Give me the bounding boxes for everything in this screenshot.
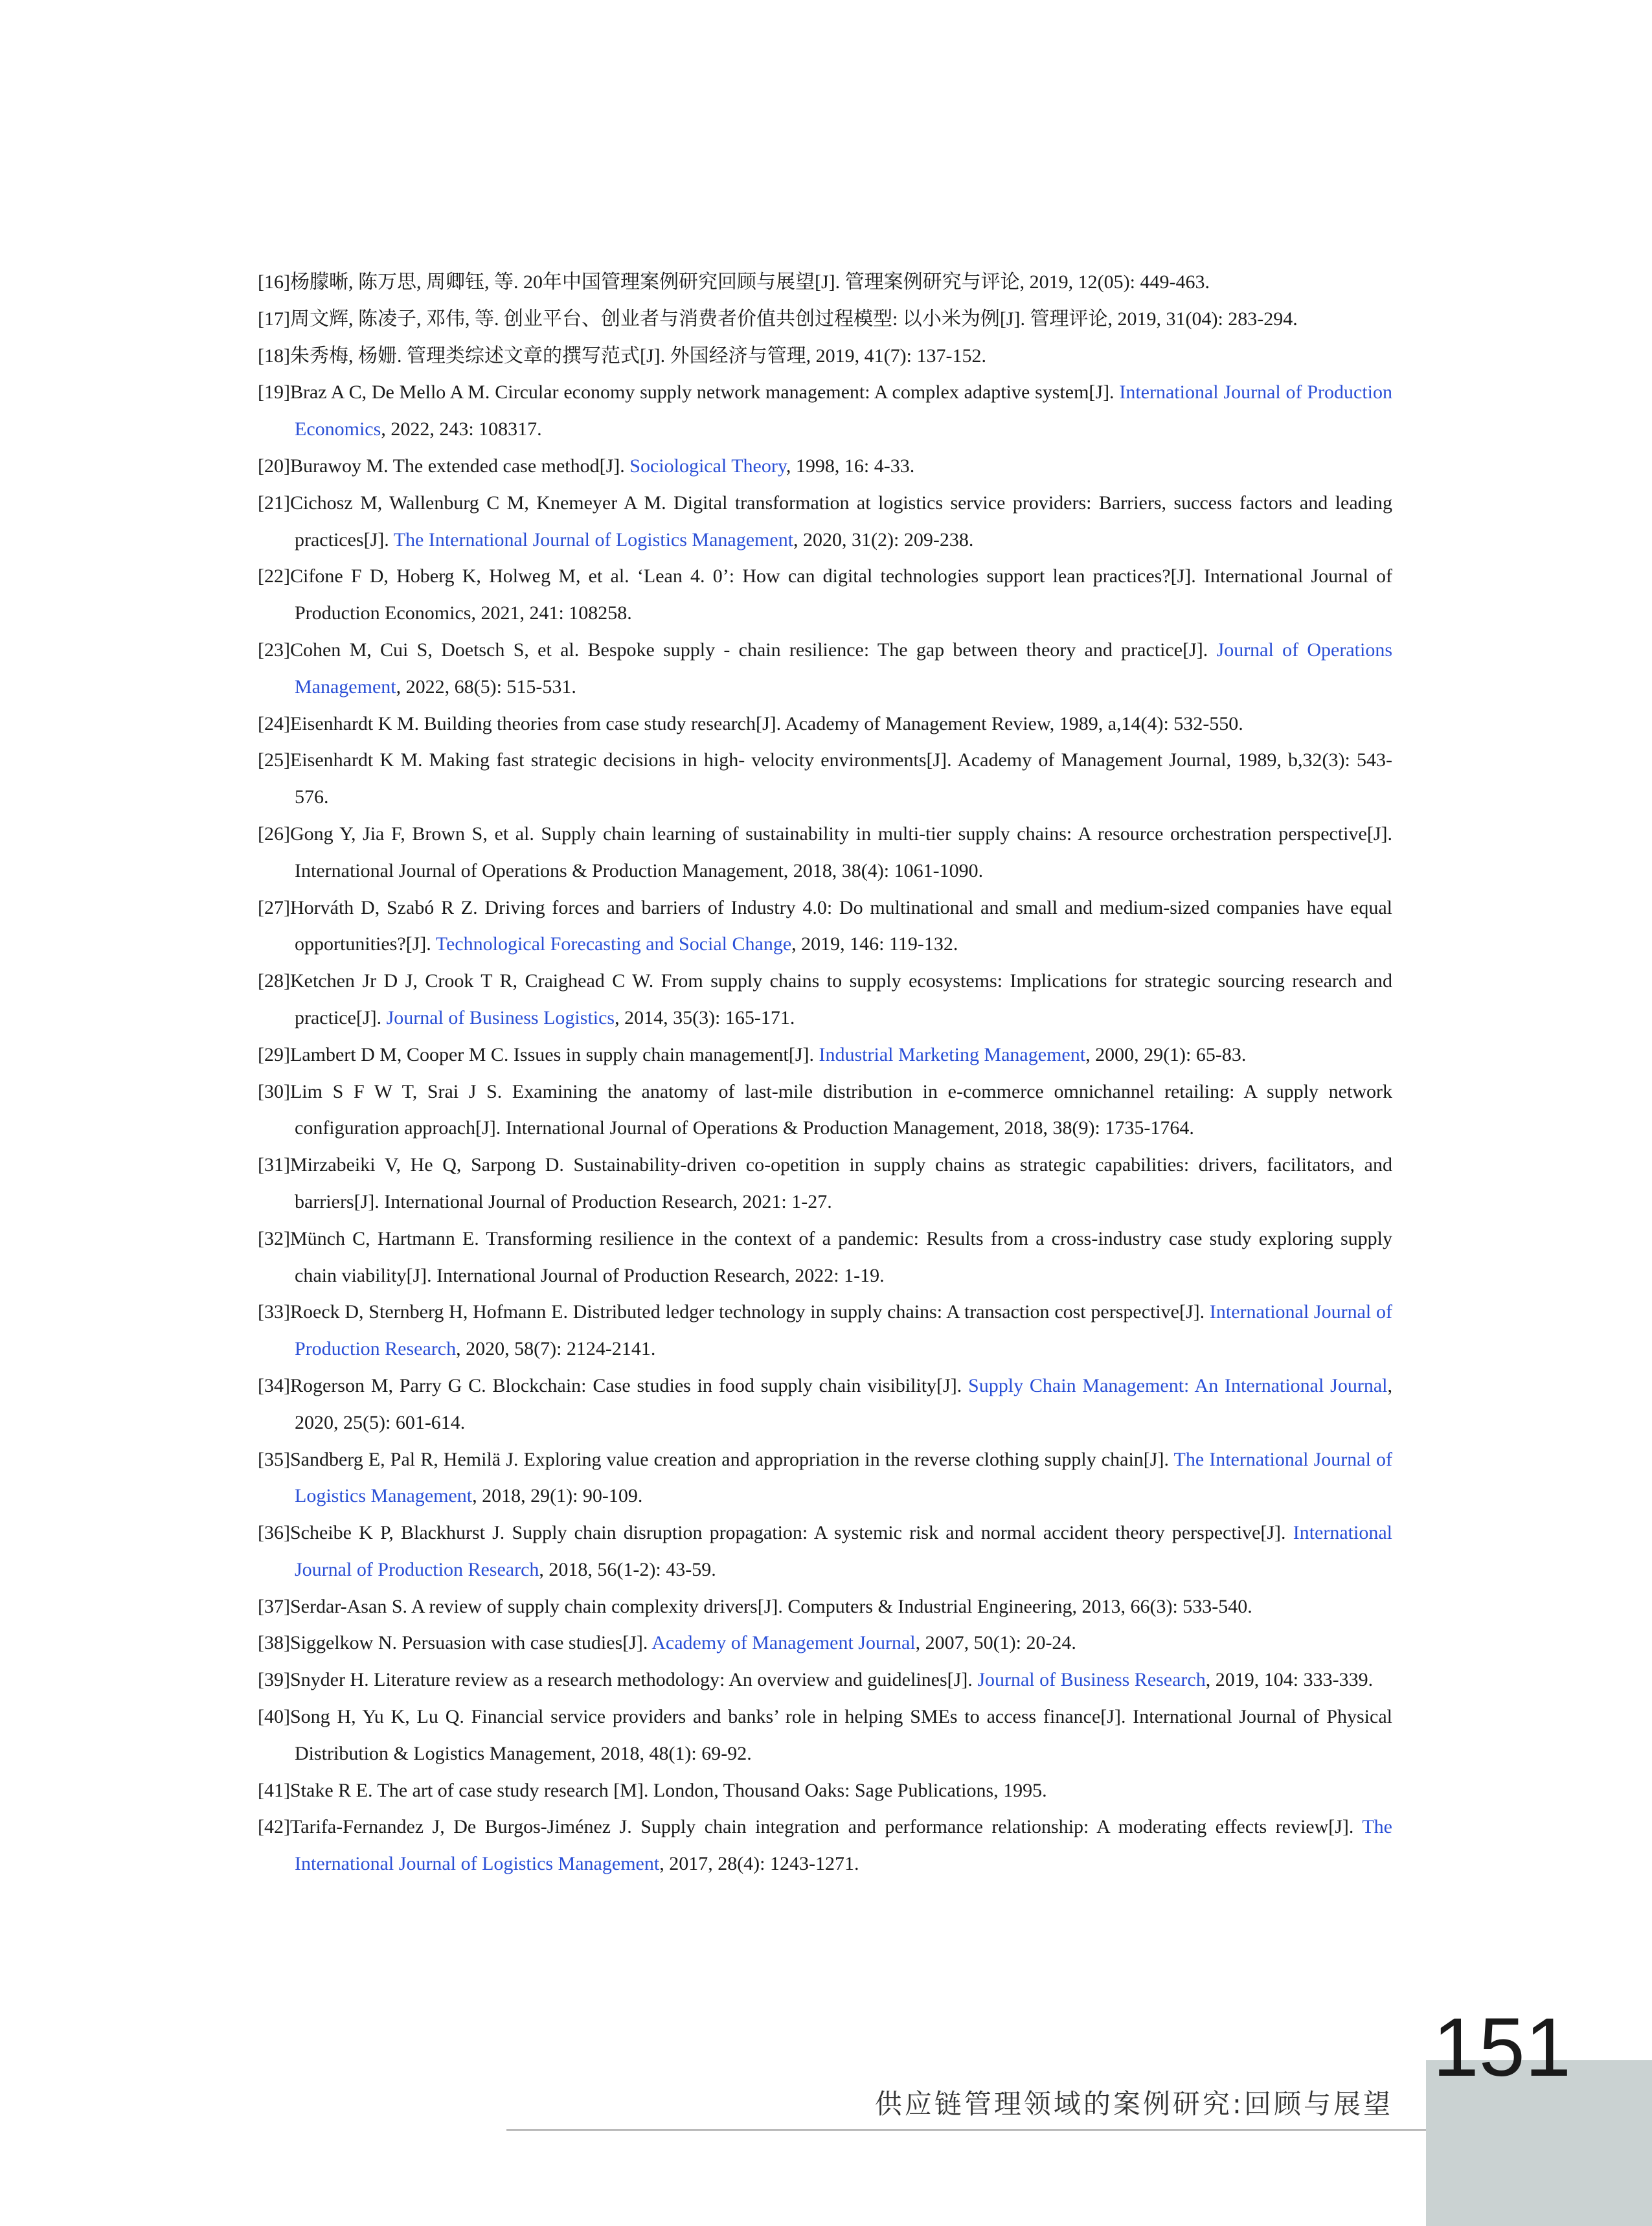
reference-text: [31]Mirzabeiki V, He Q, Sarpong D. Sustainability-driven co-opetition in supply chains as strategic capabilities: drivers, facilitators, and barriers[J]. International Journal of Production Research, 2021: 1-27.: [258, 1154, 1392, 1212]
reference-entry: [258, 1147, 1392, 1221]
reference-text: [32]Münch C, Hartmann E. Transforming resilience in the context of a pandemic: Results from a cross-industry case study exploring supply chain viability[J]. International Journal of Production Research, 2022: 1-19.: [258, 1227, 1392, 1286]
reference-text-tail: , 2018, 56(1-2): 43-59.: [539, 1558, 716, 1580]
journal-link[interactable]: Journal of Operations Management: [295, 639, 1393, 698]
reference-entry: [258, 890, 1392, 964]
reference-text: [18]朱秀梅, 杨姗. 管理类综述文章的撰写范式[J]. 外国经济与管理, 2019, 41(7): 137-152.: [258, 345, 986, 367]
journal-link[interactable]: The International Journal of Logistics Management: [295, 1448, 1392, 1507]
reference-entry: [258, 338, 1392, 375]
journal-link[interactable]: International Journal of Production Research: [295, 1522, 1392, 1580]
reference-text-tail: , 2022, 68(5): 515-531.: [396, 676, 576, 698]
reference-entry: [258, 1442, 1392, 1516]
reference-entry: [258, 1662, 1392, 1699]
reference-entry: [258, 963, 1392, 1037]
journal-link[interactable]: Supply Chain Management: An International Journal: [968, 1374, 1388, 1396]
journal-link[interactable]: International Journal of Production Research: [295, 1301, 1392, 1360]
reference-text: [19]Braz A C, De Mello A M. Circular economy supply network management: A complex adaptive system[J].: [258, 381, 1120, 403]
reference-text: [26]Gong Y, Jia F, Brown S, et al. Supply chain learning of sustainability in multi-tier supply chains: A resource orchestration perspective[J]. International Journal of Operations & Production Management, 2018, 38(4): 1061-1090.: [258, 823, 1392, 881]
reference-text-tail: , 2007, 50(1): 20-24.: [915, 1632, 1076, 1654]
reference-text-tail: , 2017, 28(4): 1243-1271.: [659, 1853, 859, 1875]
reference-text: [23]Cohen M, Cui S, Doetsch S, et al. Bespoke supply - chain resilience: The gap between theory and practice[J].: [258, 639, 1217, 661]
journal-link[interactable]: Academy of Management Journal: [651, 1632, 916, 1654]
reference-text: [20]Burawoy M. The extended case method[J].: [258, 455, 630, 477]
reference-entry: [258, 632, 1392, 706]
reference-text: [17]周文辉, 陈凌子, 邓伟, 等. 创业平台、创业者与消费者价值共创过程模型: 以小米为例[J]. 管理评论, 2019, 31(04): 283-294.: [258, 308, 1298, 330]
journal-link[interactable]: Journal of Business Logistics: [386, 1006, 615, 1028]
reference-text: [16]杨朦晰, 陈万思, 周卿钰, 等. 20年中国管理案例研究回顾与展望[J]. 管理案例研究与评论, 2019, 12(05): 449-463.: [258, 271, 1210, 293]
reference-text: [24]Eisenhardt K M. Building theories from case study research[J]. Academy of Management Review, 1989, a,14(4): 532-550.: [258, 712, 1243, 734]
reference-entry: [258, 1037, 1392, 1074]
footer-divider: [506, 2129, 1426, 2131]
reference-text: [38]Siggelkow N. Persuasion with case studies[J].: [258, 1632, 652, 1654]
reference-text-tail: , 2000, 29(1): 65-83.: [1085, 1043, 1247, 1065]
reference-entry: [258, 1809, 1392, 1883]
reference-text-tail: , 2019, 104: 333-339.: [1205, 1669, 1374, 1691]
reference-entry: [258, 1699, 1392, 1773]
reference-text: [21]Cichosz M, Wallenburg C M, Knemeyer A M. Digital transformation at logistics service providers: Barriers, success factors and leading practices[J].: [258, 492, 1392, 551]
journal-link[interactable]: Industrial Marketing Management: [819, 1043, 1086, 1065]
reference-entry: [258, 706, 1392, 743]
reference-entry: [258, 1294, 1392, 1368]
reference-entry: [258, 374, 1392, 448]
reference-text: [27]Horváth D, Szabó R Z. Driving forces and barriers of Industry 4.0: Do multinational and small and medium-sized companies have equal opportunities?[J].: [258, 896, 1392, 955]
reference-text-tail: , 2020, 31(2): 209-238.: [793, 528, 974, 551]
reference-text: [29]Lambert D M, Cooper M C. Issues in supply chain management[J].: [258, 1043, 819, 1065]
reference-entry: [258, 1625, 1392, 1662]
reference-entry: [258, 301, 1392, 338]
reference-entry: [258, 1221, 1392, 1295]
reference-text: [25]Eisenhardt K M. Making fast strategic decisions in high- velocity environments[J]. Academy of Management Journal, 1989, b,32(3): 543-576.: [258, 749, 1392, 808]
reference-text: [30]Lim S F W T, Srai J S. Examining the anatomy of last-mile distribution in e-commerce omnichannel retailing: A supply network configuration approach[J]. International Journal of Operations & Production Management, 2018, 38(9): 1735-1764.: [258, 1080, 1392, 1139]
running-title: 供应链管理领域的案例研究:回顾与展望: [874, 2088, 1393, 2120]
reference-text-tail: , 2020, 25(5): 601-614.: [295, 1374, 1392, 1433]
reference-text: [37]Serdar-Asan S. A review of supply chain complexity drivers[J]. Computers & Industrial Engineering, 2013, 66(3): 533-540.: [258, 1595, 1252, 1617]
reference-text-tail: , 2020, 58(7): 2124-2141.: [456, 1338, 656, 1360]
reference-entry: [258, 742, 1392, 816]
reference-text-tail: , 2022, 243: 108317.: [381, 418, 542, 440]
reference-entry: [258, 816, 1392, 890]
reference-text: [40]Song H, Yu K, Lu Q. Financial service providers and banks’ role in helping SMEs to access finance[J]. International Journal of Physical Distribution & Logistics Management, 2018, 48(1): 69-92.: [258, 1706, 1392, 1764]
reference-text-tail: , 2018, 29(1): 90-109.: [472, 1485, 643, 1507]
reference-text: [33]Roeck D, Sternberg H, Hofmann E. Distributed ledger technology in supply chains: A transaction cost perspective[J].: [258, 1301, 1210, 1323]
reference-text-tail: , 1998, 16: 4-33.: [786, 455, 915, 477]
reference-entry: [258, 264, 1392, 301]
reference-text-tail: , 2019, 146: 119-132.: [791, 933, 958, 955]
page-number: 151: [1432, 2001, 1571, 2094]
reference-entry: [258, 448, 1392, 485]
reference-text: [42]Tarifa-Fernandez J, De Burgos-Jiménez J. Supply chain integration and performance relationship: A moderating effects review[J].: [258, 1816, 1363, 1838]
journal-link[interactable]: Sociological Theory: [629, 455, 786, 477]
reference-text: [28]Ketchen Jr D J, Crook T R, Craighead C W. From supply chains to supply ecosystems: Implications for strategic sourcing research and practice[J].: [258, 970, 1392, 1028]
reference-text-tail: , 2014, 35(3): 165-171.: [615, 1006, 795, 1028]
journal-link[interactable]: The International Journal of Logistics Management: [295, 1816, 1392, 1875]
reference-text: [41]Stake R E. The art of case study research [M]. London, Thousand Oaks: Sage Publications, 1995.: [258, 1779, 1047, 1801]
reference-text: [34]Rogerson M, Parry G C. Blockchain: Case studies in food supply chain visibility[J].: [258, 1374, 969, 1396]
reference-entry: [258, 1589, 1392, 1626]
reference-list: [258, 264, 1392, 1883]
reference-entry: [258, 558, 1392, 632]
reference-entry: [258, 485, 1392, 559]
reference-text: [22]Cifone F D, Hoberg K, Holweg M, et al. ‘Lean 4. 0’: How can digital technologies support lean practices?[J]. International Journal of Production Economics, 2021, 241: 108258.: [258, 565, 1392, 624]
journal-link[interactable]: The International Journal of Logistics Management: [393, 528, 794, 551]
journal-link[interactable]: Technological Forecasting and Social Change: [435, 933, 792, 955]
reference-entry: [258, 1074, 1392, 1148]
journal-link[interactable]: Journal of Business Research: [977, 1669, 1206, 1691]
reference-text: [36]Scheibe K P, Blackhurst J. Supply chain disruption propagation: A systemic risk and normal accident theory perspective[J].: [258, 1522, 1293, 1544]
journal-link[interactable]: International Journal of Production Economics: [295, 381, 1392, 440]
reference-text: [39]Snyder H. Literature review as a research methodology: An overview and guidelines[J].: [258, 1669, 978, 1691]
reference-text: [35]Sandberg E, Pal R, Hemilä J. Exploring value creation and appropriation in the reverse clothing supply chain[J].: [258, 1448, 1174, 1470]
reference-entry: [258, 1515, 1392, 1589]
reference-entry: [258, 1368, 1392, 1442]
reference-entry: [258, 1773, 1392, 1810]
